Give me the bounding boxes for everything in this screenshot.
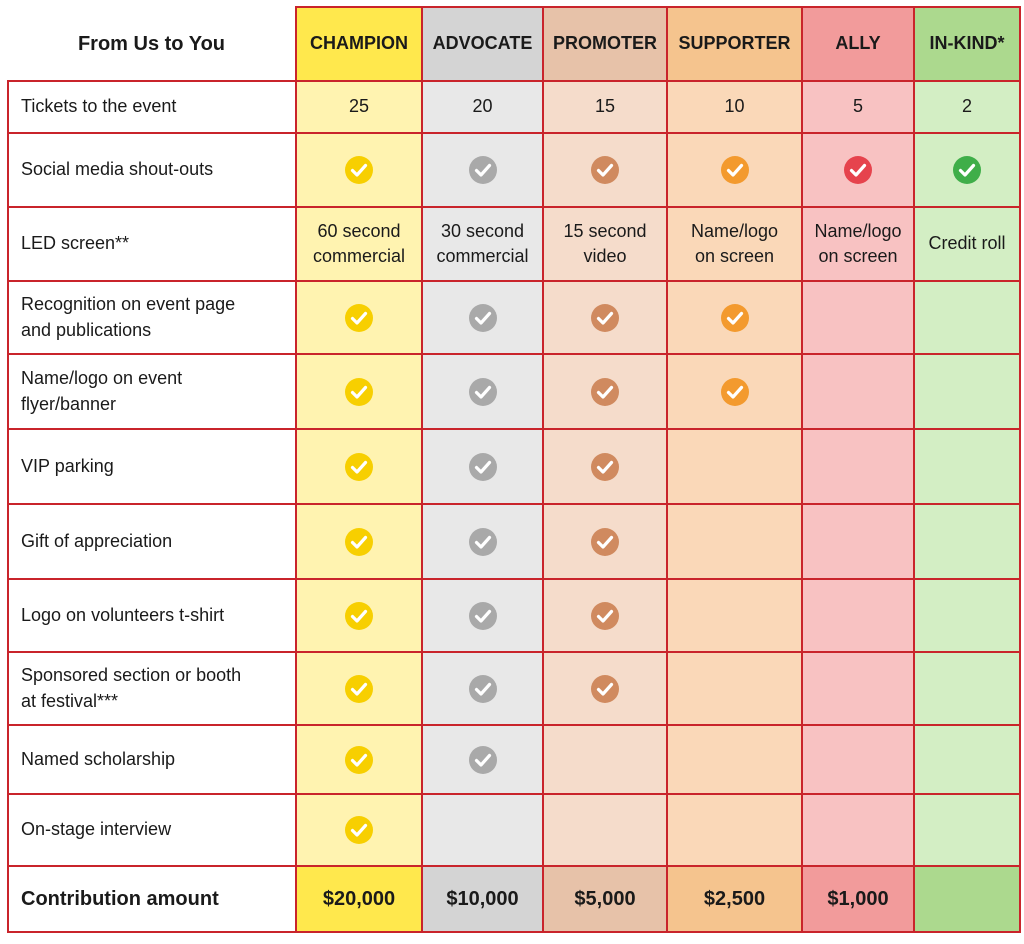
checkmark-icon [345,156,373,184]
benefit-cell-champion [296,429,422,504]
tier-header-inkind: IN-KIND* [914,7,1020,81]
tier-header-ally: ALLY [802,7,914,81]
benefit-cell-ally [802,504,914,579]
checkmark-icon [721,304,749,332]
benefit-cell-supporter [667,281,802,354]
benefit-cell-inkind [914,133,1020,207]
contribution-amount-inkind [914,866,1020,932]
benefit-label [8,652,296,725]
contribution-amount-advocate: $10,000 [422,866,543,932]
benefit-cell-supporter [667,504,802,579]
benefit-cell-ally [802,281,914,354]
benefit-label [8,579,296,652]
benefit-label-text: Tickets to the event [21,96,177,117]
tier-header-champion: CHAMPION [296,7,422,81]
checkmark-icon [345,675,373,703]
benefit-cell-advocate [422,579,543,652]
benefit-label-text: Logo on volunteers t-shirt [21,604,225,625]
checkmark-icon [345,304,373,332]
benefit-row [8,354,1020,429]
checkmark-icon [345,528,373,556]
checkmark-icon [345,602,373,630]
benefit-label [8,281,296,354]
benefit-cell-inkind [914,794,1020,866]
benefit-label [8,725,296,794]
benefit-cell-ally [802,81,914,133]
benefit-cell-advocate [422,504,543,579]
benefit-cell-advocate [422,133,543,207]
benefit-cell-text: 25 [348,96,370,117]
benefit-cell-supporter [667,725,802,794]
benefit-cell-ally [802,354,914,429]
checkmark-icon [591,304,619,332]
checkmark-icon [591,528,619,556]
checkmark-icon [345,378,373,406]
benefit-cell-line: Name/logo [690,220,779,241]
benefit-row [8,429,1020,504]
benefit-row [8,579,1020,652]
benefit-cell-ally [802,725,914,794]
benefit-label-line: Recognition on event page [21,294,236,315]
benefit-cell-supporter [667,133,802,207]
benefit-row [8,725,1020,794]
benefit-cell-inkind [914,281,1020,354]
sponsorship-benefits-table [7,6,1021,933]
benefit-label-text: Social media shout-outs [21,159,214,180]
benefit-row [8,133,1020,207]
benefit-label-line: and publications [21,319,152,340]
table-corner-title: From Us to You [8,7,296,81]
benefit-cell-inkind [914,579,1020,652]
benefit-label-line: Sponsored section or booth [21,665,242,686]
benefit-cell-advocate [422,794,543,866]
benefit-label [8,133,296,207]
benefit-cell-text: 5 [852,96,863,117]
benefit-cell-line: Credit roll [928,233,1006,254]
checkmark-icon [591,675,619,703]
benefit-label-text: Gift of appreciation [21,530,173,551]
benefit-cell-champion [296,579,422,652]
benefit-cell-inkind [914,354,1020,429]
benefit-label-text: On-stage interview [21,819,172,840]
benefit-cell-champion [296,281,422,354]
benefit-cell-inkind [914,725,1020,794]
benefit-cell-advocate [422,725,543,794]
benefit-row [8,504,1020,579]
tier-header-row [8,7,1020,81]
benefit-label-line: flyer/banner [21,393,117,414]
checkmark-icon [469,304,497,332]
benefit-label-text: LED screen** [21,233,130,254]
contribution-amount-ally: $1,000 [802,866,914,932]
benefit-cell-promoter [543,579,667,652]
tier-header-advocate: ADVOCATE [422,7,543,81]
benefit-cell-champion [296,794,422,866]
benefit-cell-advocate [422,652,543,725]
benefit-cell-ally [802,579,914,652]
benefit-cell-line: Name/logo [814,220,902,241]
benefit-cell-promoter [543,429,667,504]
benefit-cell-advocate [422,354,543,429]
contribution-amount-row [8,866,1020,932]
contribution-amount-promoter: $5,000 [543,866,667,932]
benefit-cell-promoter [543,207,667,281]
benefit-cell-text: 20 [472,96,493,117]
benefit-cell-line: commercial [312,246,405,266]
benefit-cell-line: commercial [436,246,529,266]
benefit-cell-ally [802,429,914,504]
benefit-cell-inkind [914,652,1020,725]
benefit-cell-supporter [667,794,802,866]
benefit-cell-ally [802,133,914,207]
benefit-label [8,81,296,133]
contribution-amount-supporter: $2,500 [667,866,802,932]
checkmark-icon [844,156,872,184]
benefit-row [8,81,1020,133]
benefit-cell-promoter [543,354,667,429]
benefit-cell-champion [296,133,422,207]
benefit-row [8,794,1020,866]
benefit-cell-supporter [667,81,802,133]
benefit-cell-advocate [422,207,543,281]
benefit-cell-ally [802,652,914,725]
benefit-cell-promoter [543,652,667,725]
benefit-label-text: Named scholarship [21,748,176,769]
contribution-amount-champion: $20,000 [296,866,422,932]
benefit-cell-promoter [543,133,667,207]
benefit-cell-promoter [543,281,667,354]
benefit-cell-inkind [914,207,1020,281]
benefit-cell-supporter [667,579,802,652]
benefit-cell-ally [802,207,914,281]
benefit-cell-promoter [543,504,667,579]
benefit-cell-champion [296,81,422,133]
benefit-cell-advocate [422,429,543,504]
benefit-cell-supporter [667,207,802,281]
checkmark-icon [591,156,619,184]
benefit-cell-supporter [667,354,802,429]
benefit-label-line: at festival*** [21,690,119,711]
benefit-row [8,207,1020,281]
benefit-cell-champion [296,354,422,429]
benefit-row [8,652,1020,725]
checkmark-icon [469,156,497,184]
benefit-cell-champion [296,652,422,725]
benefit-cell-line: on screen [694,246,775,266]
benefit-cell-line: on screen [818,246,898,266]
benefit-cell-inkind [914,81,1020,133]
tier-header-promoter: PROMOTER [543,7,667,81]
benefit-cell-promoter [543,725,667,794]
checkmark-icon [345,816,373,844]
checkmark-icon [591,378,619,406]
benefit-cell-text: 15 [594,96,616,117]
checkmark-icon [469,378,497,406]
checkmark-icon [721,378,749,406]
benefit-cell-advocate [422,81,543,133]
benefit-cell-inkind [914,429,1020,504]
checkmark-icon [469,746,497,774]
benefit-cell-line: 60 second [317,220,401,241]
benefit-label [8,354,296,429]
checkmark-icon [469,675,497,703]
benefit-label [8,504,296,579]
benefit-row [8,281,1020,354]
benefit-cell-text: 10 [724,96,745,117]
checkmark-icon [345,453,373,481]
tier-header-supporter: SUPPORTER [667,7,802,81]
contribution-amount-label: Contribution amount [8,866,296,932]
checkmark-icon [469,453,497,481]
benefit-cell-champion [296,207,422,281]
checkmark-icon [591,602,619,630]
benefit-cell-ally [802,794,914,866]
benefit-cell-champion [296,504,422,579]
benefit-cell-champion [296,725,422,794]
benefit-label [8,429,296,504]
checkmark-icon [345,746,373,774]
benefit-cell-advocate [422,281,543,354]
benefit-label [8,207,296,281]
checkmark-icon [953,156,981,184]
benefit-cell-text: 2 [961,96,972,117]
benefit-cell-line: video [583,246,627,266]
benefit-label-line: Name/logo on event [21,368,183,389]
checkmark-icon [591,453,619,481]
benefit-cell-supporter [667,652,802,725]
benefit-cell-promoter [543,794,667,866]
benefit-cell-supporter [667,429,802,504]
benefit-label-text: VIP parking [21,455,114,476]
checkmark-icon [469,528,497,556]
checkmark-icon [469,602,497,630]
benefit-label [8,794,296,866]
benefit-cell-line: 15 second [563,220,647,241]
benefit-cell-inkind [914,504,1020,579]
benefit-cell-line: 30 second [440,220,525,241]
benefit-cell-promoter [543,81,667,133]
checkmark-icon [721,156,749,184]
